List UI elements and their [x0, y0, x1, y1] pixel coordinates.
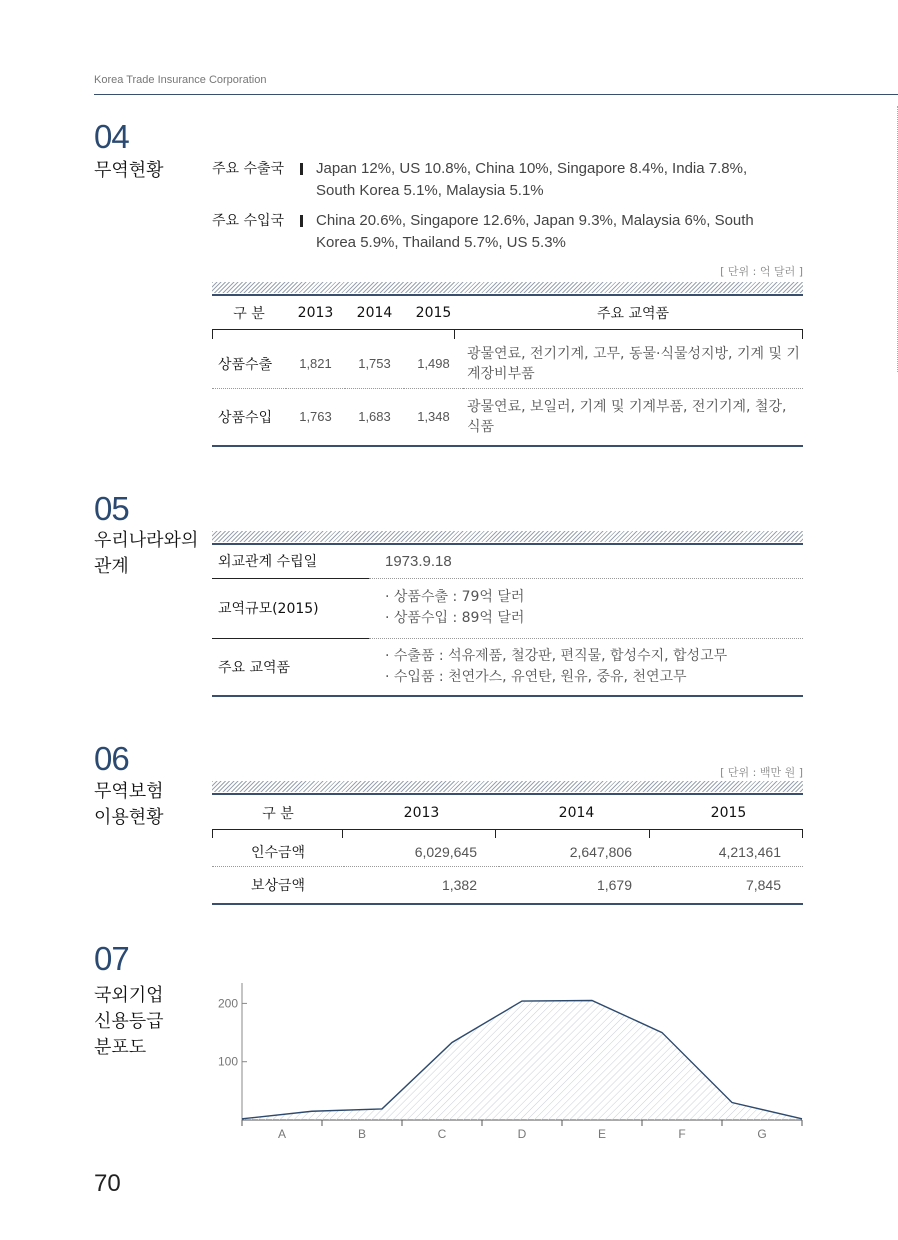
col-header-2013: 2013	[297, 305, 334, 321]
value-line: · 상품수입 : 89억 달러	[385, 610, 525, 626]
col-header-2015: 2015	[710, 805, 747, 821]
table-unit-label: [ 단위 : 억 달러 ]	[720, 265, 803, 278]
col-header-2013: 2013	[403, 805, 440, 821]
page-number: 70	[94, 1170, 121, 1197]
col-header-2014: 2014	[356, 305, 393, 321]
value-line: · 상품수출 : 79억 달러	[385, 589, 525, 605]
title-line: 신용등급	[94, 1011, 164, 1032]
y-tick-label: 200	[217, 996, 238, 1011]
col-header-category: 구 분	[262, 806, 294, 822]
title-line: 이용현황	[94, 807, 164, 828]
table-row	[212, 866, 803, 904]
x-tick-label-e: E	[597, 1127, 607, 1141]
row-key: 외교관계 수립일	[212, 545, 369, 578]
title-line: 분포도	[94, 1037, 147, 1058]
credit-rating-distribution-chart	[205, 975, 815, 1150]
col-header-goods: 주요 교역품	[596, 306, 670, 322]
label-divider-bar	[300, 163, 303, 175]
section-04-number: 04	[94, 118, 129, 155]
table-row	[212, 340, 803, 388]
table-row	[212, 578, 803, 638]
table-unit-label: [ 단위 : 백만 원 ]	[720, 766, 803, 779]
x-tick-label-f: F	[678, 1127, 686, 1141]
import-countries-text: China 20.6%, Singapore 12.6%, Japan 9.3%, Malaysia 6%, South Korea 5.9%, Thailand 5.7%, US 5.3%	[316, 212, 754, 251]
col-header-2015: 2015	[415, 305, 452, 321]
hatch-band	[212, 282, 803, 293]
trade-table	[212, 297, 803, 447]
x-tick-label-g: G	[757, 1127, 767, 1141]
header-separator	[212, 830, 803, 839]
title-line: 국외기업	[94, 985, 164, 1006]
row-label: 상품수출	[218, 356, 273, 373]
row-label: 상품수입	[218, 409, 273, 426]
table-row	[212, 545, 803, 578]
x-tick-label-a: A	[277, 1127, 287, 1141]
insurance-table	[212, 797, 803, 905]
section-06-number: 06	[94, 740, 129, 777]
relations-table	[212, 545, 803, 697]
row-value	[369, 638, 803, 696]
row-value	[369, 578, 803, 638]
x-tick-label-c: C	[437, 1127, 447, 1141]
cell-2014: 1,683	[358, 409, 391, 425]
cell-2015: 1,348	[417, 409, 450, 425]
section-04-title: 무역현황	[94, 160, 164, 181]
cell-2015: 7,845	[745, 876, 781, 893]
row-label: 보상금액	[250, 877, 306, 894]
section-05-number: 05	[94, 490, 129, 527]
section-07-number: 07	[94, 940, 129, 977]
cell-2015: 4,213,461	[718, 843, 781, 860]
running-header: Korea Trade Insurance Corporation	[94, 74, 267, 86]
cell-2014: 2,647,806	[569, 843, 632, 860]
value-line: 1973.9.18	[385, 552, 452, 570]
main-export-countries	[212, 158, 803, 204]
title-line: 무역보험	[94, 781, 164, 802]
cell-2013: 1,382	[441, 876, 477, 893]
header-rule	[94, 94, 898, 95]
header-separator	[212, 330, 803, 341]
title-line: 관계	[94, 556, 129, 577]
row-key: 주요 교역품	[218, 659, 291, 676]
cell-2013: 6,029,645	[414, 843, 477, 860]
section-06-title	[94, 779, 164, 831]
export-countries-text: Japan 12%, US 10.8%, China 10%, Singapore 8.4%, India 7.8%, South Korea 5.1%, Malaysia 5.1%	[316, 160, 748, 199]
label-divider-bar	[300, 215, 303, 227]
hatch-band	[212, 781, 803, 792]
value-line: · 수입품 : 천연가스, 유연탄, 원유, 중유, 천연고무	[385, 668, 687, 685]
x-tick-label-b: B	[357, 1127, 367, 1141]
title-line: 우리나라와의	[94, 530, 199, 551]
row-key: 교역규모(2015)	[212, 578, 369, 638]
cell-2015: 1,498	[417, 356, 450, 372]
import-label: 주요 수입국	[212, 213, 285, 229]
row-value	[369, 545, 803, 578]
cell-goods: 광물연료, 보일러, 기계 및 기계부품, 전기기계, 철강, 식품	[467, 398, 787, 435]
table-row	[212, 638, 803, 696]
table-top-rule	[212, 294, 803, 296]
table-row	[212, 388, 803, 446]
x-tick-label-d: D	[517, 1127, 527, 1141]
col-header-category: 구 분	[233, 306, 265, 322]
area-fill	[242, 1000, 802, 1120]
export-label: 주요 수출국	[212, 161, 285, 177]
cell-goods: 광물연료, 전기기계, 고무, 동물·식물성지방, 기계 및 기계장비부품	[467, 345, 800, 382]
cell-2013: 1,763	[299, 409, 332, 425]
row-label: 인수금액	[250, 844, 306, 861]
cell-2014: 1,753	[358, 356, 391, 372]
section-05-title	[94, 528, 198, 580]
table-top-rule	[212, 793, 803, 795]
cell-2013: 1,821	[299, 356, 332, 372]
main-import-countries	[212, 210, 803, 256]
col-header-2014: 2014	[558, 805, 595, 821]
hatch-band	[212, 531, 803, 542]
section-07-title	[94, 983, 164, 1061]
table-row	[212, 838, 803, 866]
value-line: · 수출품 : 석유제품, 철강판, 편직물, 합성수지, 합성고무	[385, 647, 728, 664]
cell-2014: 1,679	[596, 876, 632, 893]
y-tick-label: 100	[217, 1054, 238, 1069]
